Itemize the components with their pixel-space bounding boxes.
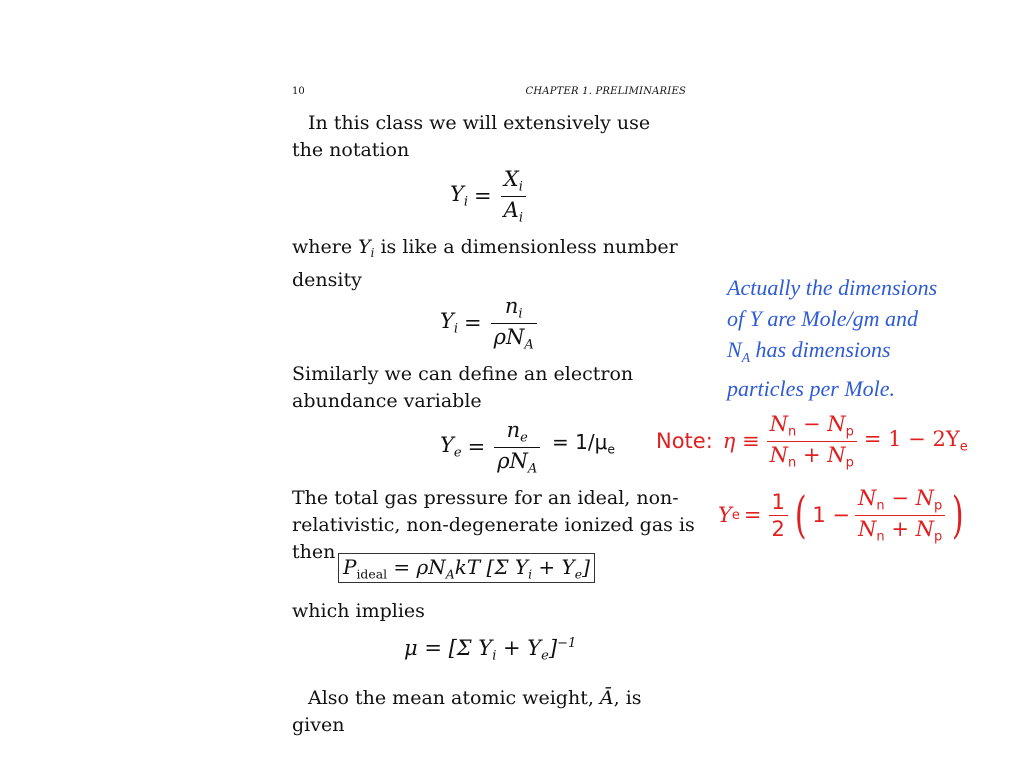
where-paragraph: where $Y_i$ is like a dimensionless number density (292, 236, 678, 292)
eq1-fraction: $\frac{X_i}{A_i}$ (501, 167, 526, 225)
equation-ye-mu-annotation: = $1/\mu_e$ (552, 430, 615, 457)
equation-mu: μ = [Σ $Y_i + Y_e]^{-1}$ (404, 636, 577, 664)
blue-note-line-3: $N_A$ has dimensions (727, 337, 891, 365)
running-head: CHAPTER 1. PRELIMINARIES (525, 86, 686, 97)
blue-note-line-1: Actually the dimensions (727, 275, 938, 300)
mean-atomic-weight-paragraph: Also the mean atomic weight, Ā, is given (292, 687, 642, 736)
blue-note-line-2: of Y are Mole/gm and (727, 306, 919, 331)
eq1-lhs: $Y_i$ (450, 182, 469, 210)
blue-annotation-note (727, 272, 997, 404)
pressure-paragraph: The total gas pressure for an ideal, non-relativistic, non-degenerate ionized gas is then (292, 487, 695, 563)
page-number: 10 (292, 86, 305, 97)
red-ye-fraction: $\frac{N_n - N_p}{N_n + N_p}$ (855, 486, 945, 544)
red-half-fraction: $\frac{1}{2}$ (769, 490, 788, 541)
equation-yi-xi-ai (450, 167, 529, 225)
eq3-fraction: $\frac{n_e}{\rho N_A}$ (494, 418, 540, 476)
red-eta-fraction: $\frac{N_n - N_p}{N_n + N_p}$ (767, 412, 857, 470)
red-note-ye: Y e = $\frac{1}{2}$ ( 1 − $\frac{N_n - N_p}{N_n + N_p}$ ) (718, 486, 964, 545)
right-paren: ) (952, 486, 964, 545)
equation-yi-ni: $Y_i$ = $\frac{n_i}{\rho N_A}$ (440, 294, 540, 352)
equals-sign: = (474, 184, 492, 209)
red-note-label: Note: (656, 429, 713, 454)
red-note-eta: Note: η ≡ $\frac{N_n - N_p}{N_n + N_p}$ = $1 - 2Y_e$ (656, 412, 968, 471)
intro-paragraph: In this class we will extensively use the notation (292, 112, 651, 161)
implies-paragraph: which implies (292, 600, 425, 622)
similarly-paragraph: Similarly we can define an electron abundance variable (292, 363, 634, 412)
eq2-fraction: $\frac{n_i}{\rho N_A}$ (491, 294, 537, 352)
boxed-pideal-equation: $P_{ideal} = \rho N_AkT$ [Σ $Y_i + Y_e$] (338, 553, 595, 583)
equation-ye: $Y_e$ = $\frac{n_e}{\rho N_A}$ (440, 418, 543, 476)
left-paren: ( (794, 486, 807, 545)
blue-note-line-4: particles per Mole. (727, 375, 896, 401)
